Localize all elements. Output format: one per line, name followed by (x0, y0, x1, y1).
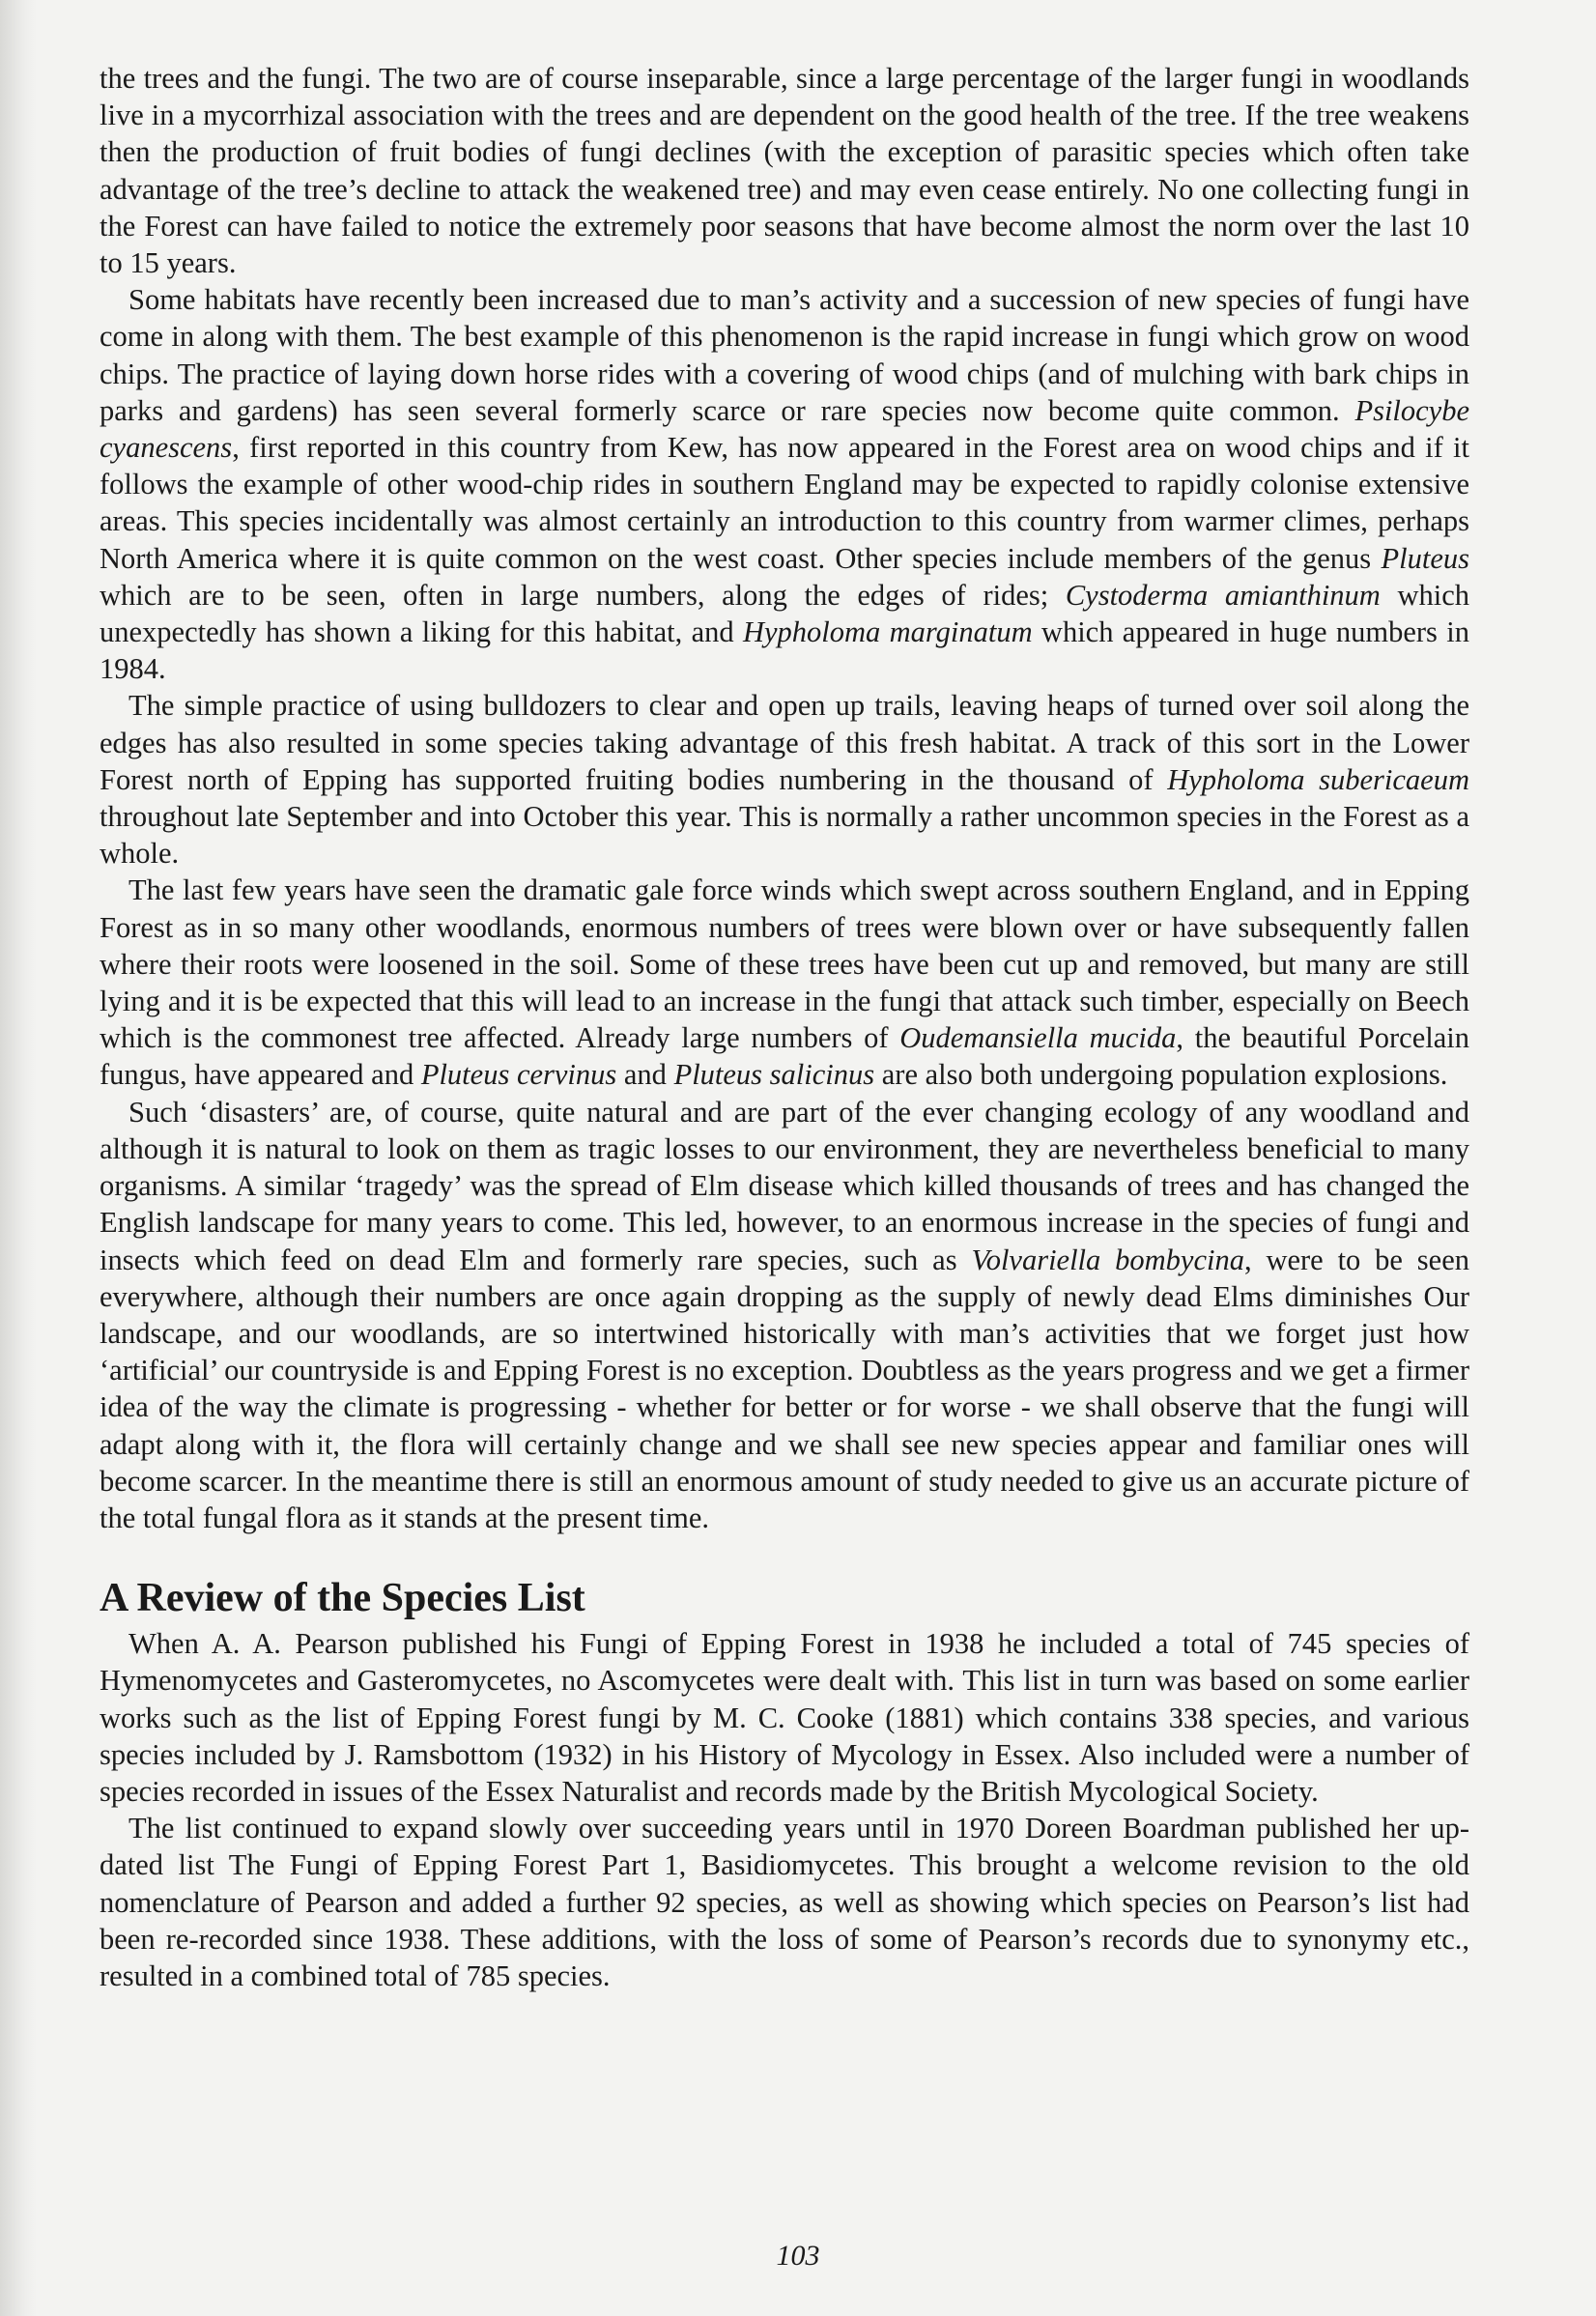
species-name: Psilocybe cyanescens (100, 393, 1469, 465)
paragraph (100, 687, 1469, 872)
text-run: and (616, 1058, 674, 1092)
text-run: Some habitats have recently been increased due to man’s activity and a succession of new species of fungi have come in along with them. The best example of this phenomenon is the rapid increase in fungi which grow on wood chips. The practice of laying down horse rides with a covering of wood chips (and of mulching with bark chips in parks and gardens) has seen several formerly scarce or rare species now become quite common. (100, 283, 1469, 427)
paragraph (100, 1625, 1469, 1810)
paragraph (100, 281, 1469, 687)
text-run: When A. A. Pearson published his Fungi of Epping Forest in 1938 he included a total of 745 species of Hymenomycetes and Gasteromycetes, no Ascomycetes were dealt with. This list in turn was based on some earlier works such as the list of Epping Forest fungi by M. C. Cooke (1881) which contains 338 species, and various species included by J. Ramsbottom (1932) in his History of Mycology in Essex. Also included were a number of species recorded in issues of the Essex Naturalist and records made by the British Mycological Society. (100, 1627, 1469, 1808)
section-heading: A Review of the Species List (100, 1576, 585, 1621)
binding-gutter-shadow (0, 0, 37, 2316)
species-name: Volvariella bombycina (971, 1243, 1244, 1276)
paragraph (100, 1094, 1469, 1536)
page-body (100, 60, 1469, 1994)
text-run: which are to be seen, often in large numbers, along the edges of rides; (100, 578, 1066, 612)
text-run: Such ‘disasters’ are, of course, quite natural and are part of the ever changing ecology of any woodland and although it is natural to look on them as tragic losses to our environment, they are nevertheless beneficial to many organisms. A similar ‘tragedy’ was the spread of Elm disease which killed thousands of trees and has changed the English landscape for many years to come. This led, however, to an enormous increase in the species of fungi and insects which feed on dead Elm and formerly rare species, such as (100, 1095, 1469, 1276)
species-name: Hypholoma marginatum (742, 615, 1033, 649)
text-run: , first reported in this country from Kew, has now appeared in the Forest area on wood chips and if it follows the example of other wood-chip rides in southern England may be expected to rapidly colonise extensive areas. This species incidentally was almost certainly an introduction to this country from warmer climes, perhaps North America where it is quite common on the west coast. Other species include members of the genus (100, 431, 1469, 575)
body-text-bottom (100, 1625, 1469, 1994)
species-name: Cystoderma amianthinum (1065, 578, 1381, 612)
species-name: Pluteus cervinus (420, 1058, 617, 1092)
text-run: The last few years have seen the dramatic gale force winds which swept across southern England, and in Epping Forest as in so many other woodlands, enormous numbers of trees were blown over or have subsequently fallen where their roots were loosened in the soil. Some of these trees have been cut up and removed, but many are still lying and it is be expected that this will lead to an increase in the fungi that attack such timber, especially on Beech which is the commonest tree affected. Already large numbers of (100, 873, 1469, 1055)
paragraph (100, 872, 1469, 1093)
text-run: The list continued to expand slowly over succeeding years until in 1970 Doreen Boardman published her up-dated list The Fungi of Epping Forest Part 1, Basidiomycetes. This brought a welcome revision to the old nomenclature of Pearson and added a further 92 species, as well as showing which species on Pearson’s list had been re-recorded since 1938. These additions, with the loss of some of Pearson’s records due to synonymy etc., resulted in a combined total of 785 species. (100, 1812, 1469, 1992)
text-run: are also both undergoing population explosions. (874, 1058, 1448, 1092)
text-run: , the beautiful Porcelain fungus, have appeared and (100, 1021, 1469, 1092)
species-name: Oudemansiella mucida (899, 1021, 1177, 1055)
species-name: Pluteus (1381, 541, 1469, 575)
paragraph (100, 60, 1469, 281)
species-name: Hypholoma subericaeum (1167, 762, 1469, 796)
text-run: which appeared in huge numbers in 1984. (100, 615, 1469, 686)
page-number: 103 (776, 2240, 820, 2272)
text-run: The simple practice of using bulldozers to clear and open up trails, leaving heaps of turned over soil along the edges has also resulted in some species taking advantage of this fresh habitat. A track of this sort in the Lower Forest north of Epping has supported fruiting bodies numbering in the thousand of (100, 689, 1469, 796)
text-run: throughout late September and into October this year. This is normally a rather uncommon species in the Forest as a whole. (100, 800, 1469, 871)
paragraph (100, 1810, 1469, 1994)
body-text-top (100, 60, 1469, 1536)
species-name: Pluteus salicinus (673, 1058, 875, 1092)
text-run: which unexpectedly has shown a liking for this habitat, and (100, 578, 1469, 649)
text-run: , were to be seen everywhere, although their numbers are once again dropping as the supply of newly dead Elms diminishes Our landscape, and our woodlands, are so intertwined historically with man’s activities that we forget just how ‘artificial’ our countryside is and Epping Forest is no exception. Doubtless as the years progress and we get a firmer idea of the way the climate is progressing - whether for better or for worse - we shall observe that the fungi will adapt along with it, the flora will certainly change and we shall see new species appear and familiar ones will become scarcer. In the meantime there is still an enormous amount of study needed to give us an accurate picture of the total fungal flora as it stands at the present time. (100, 1243, 1470, 1534)
text-run: the trees and the fungi. The two are of course inseparable, since a large percentage of the larger fungi in woodlands live in a mycorrhizal association with the trees and are dependent on the good health of the tree. If the tree weakens then the production of fruit bodies of fungi declines (with the exception of parasitic species which often take advantage of the tree’s decline to attack the weakened tree) and may even cease entirely. No one collecting fungi in the Forest can have failed to notice the extremely poor seasons that have become almost the norm over the last 10 to 15 years. (100, 62, 1469, 280)
